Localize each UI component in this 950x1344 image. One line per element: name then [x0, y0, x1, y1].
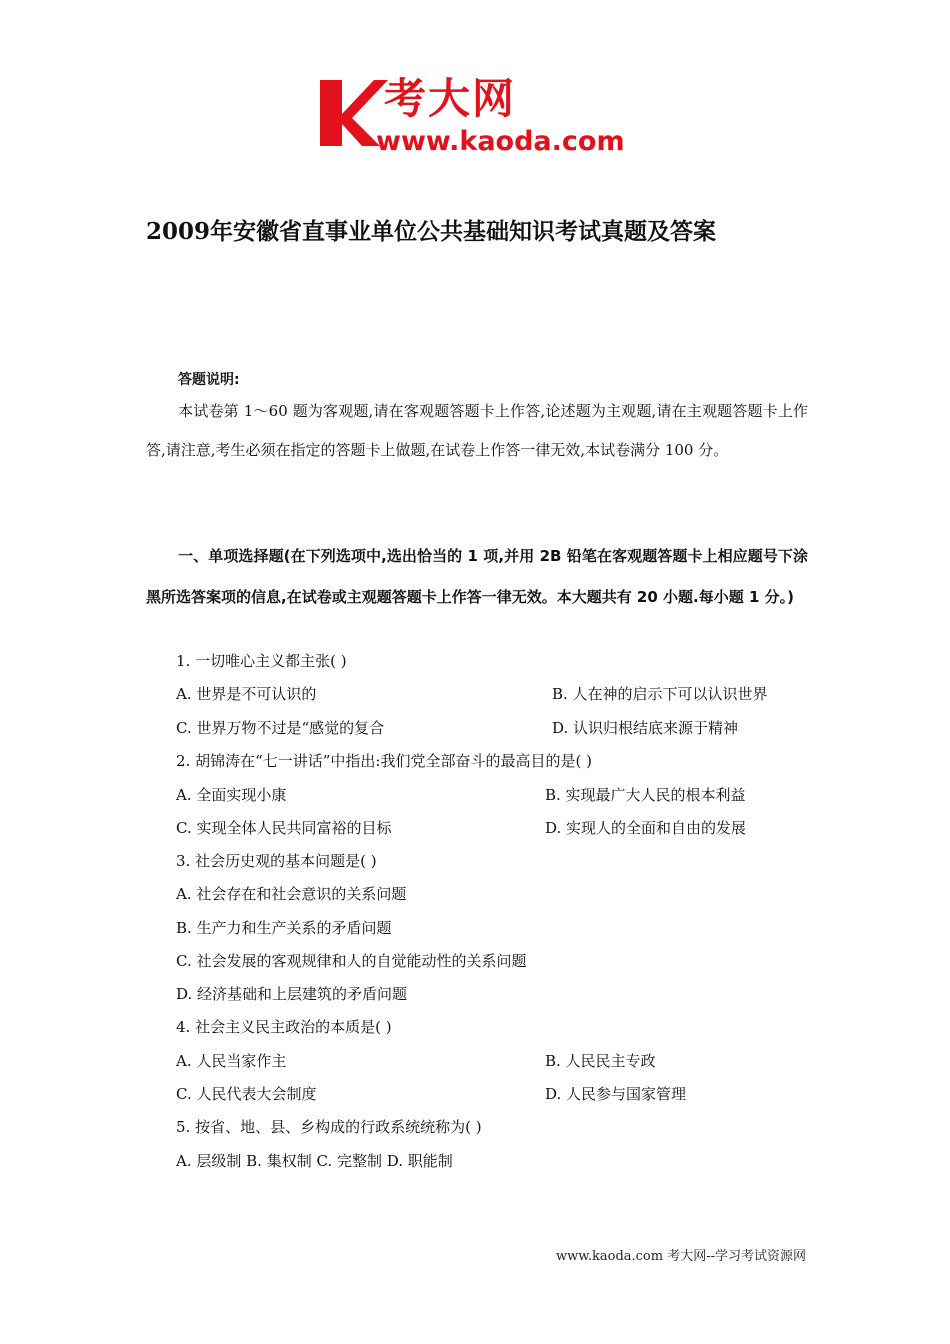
question-1-option-d: D. 认识归根结底来源于精神 [552, 719, 739, 737]
site-logo [318, 74, 648, 166]
question-4-stem: 4. 社会主义民主政治的本质是( ) [176, 1018, 392, 1036]
question-3-option-b: B. 生产力和生产关系的矛盾问题 [176, 919, 392, 937]
question-1-option-a: A. 世界是不可认识的 [176, 685, 317, 703]
question-1-option-c: C. 世界万物不过是“感觉的复合 [176, 719, 385, 737]
question-3-option-c: C. 社会发展的客观规律和人的自觉能动性的关系问题 [176, 952, 527, 970]
instructions-body [146, 392, 808, 470]
question-5-options: A. 层级制 B. 集权制 C. 完整制 D. 职能制 [176, 1152, 453, 1170]
page-footer: www.kaoda.com 考大网--学习考试资源网 [556, 1249, 806, 1264]
section-heading [146, 536, 808, 618]
question-3-option-a: A. 社会存在和社会意识的关系问题 [176, 885, 407, 903]
question-2-option-d: D. 实现人的全面和自由的发展 [545, 819, 747, 837]
question-4-option-d: D. 人民参与国家管理 [545, 1085, 687, 1103]
question-4-option-a: A. 人民当家作主 [176, 1052, 287, 1070]
question-3-stem: 3. 社会历史观的基本问题是( ) [176, 852, 377, 870]
question-1-stem: 1. 一切唯心主义都主张( ) [176, 652, 347, 670]
logo-name: 考大网 [384, 74, 517, 123]
question-2-option-b: B. 实现最广大人民的根本利益 [545, 786, 746, 804]
question-1-option-b: B. 人在神的启示下可以认识世界 [552, 685, 768, 703]
instructions-text: 本试卷第 1～60 题为客观题,请在客观题答题卡上作答,论述题为主观题,请在主观题答题卡上作答,请注意,考生必须在指定的答题卡上做题,在试卷上作答一律无效,本试卷满分 100 分。 [146, 402, 808, 459]
section-heading-text: 一、单项选择题(在下列选项中,选出恰当的 1 项,并用 2B 铅笔在客观题答题卡上相应题号下涂黑所选答案项的信息,在试卷或主观题答题卡上作答一律无效。本大题共有 20 小题.每小题 1 分。) [146, 547, 808, 606]
question-2-option-a: A. 全面实现小康 [176, 786, 287, 804]
question-2-stem: 2. 胡锦涛在“七一讲话”中指出:我们党全部奋斗的最高目的是( ) [176, 752, 592, 770]
instructions-heading: 答题说明: [178, 372, 240, 388]
question-4-option-c: C. 人民代表大会制度 [176, 1085, 317, 1103]
question-3-option-d: D. 经济基础和上层建筑的矛盾问题 [176, 985, 408, 1003]
question-2-option-c: C. 实现全体人民共同富裕的目标 [176, 819, 392, 837]
document-title: 2009年安徽省直事业单位公共基础知识考试真题及答案 [146, 218, 717, 245]
question-5-stem: 5. 按省、地、县、乡构成的行政系统统称为( ) [176, 1118, 482, 1136]
logo-url: www.kaoda.com [376, 126, 625, 157]
question-4-option-b: B. 人民民主专政 [545, 1052, 656, 1070]
